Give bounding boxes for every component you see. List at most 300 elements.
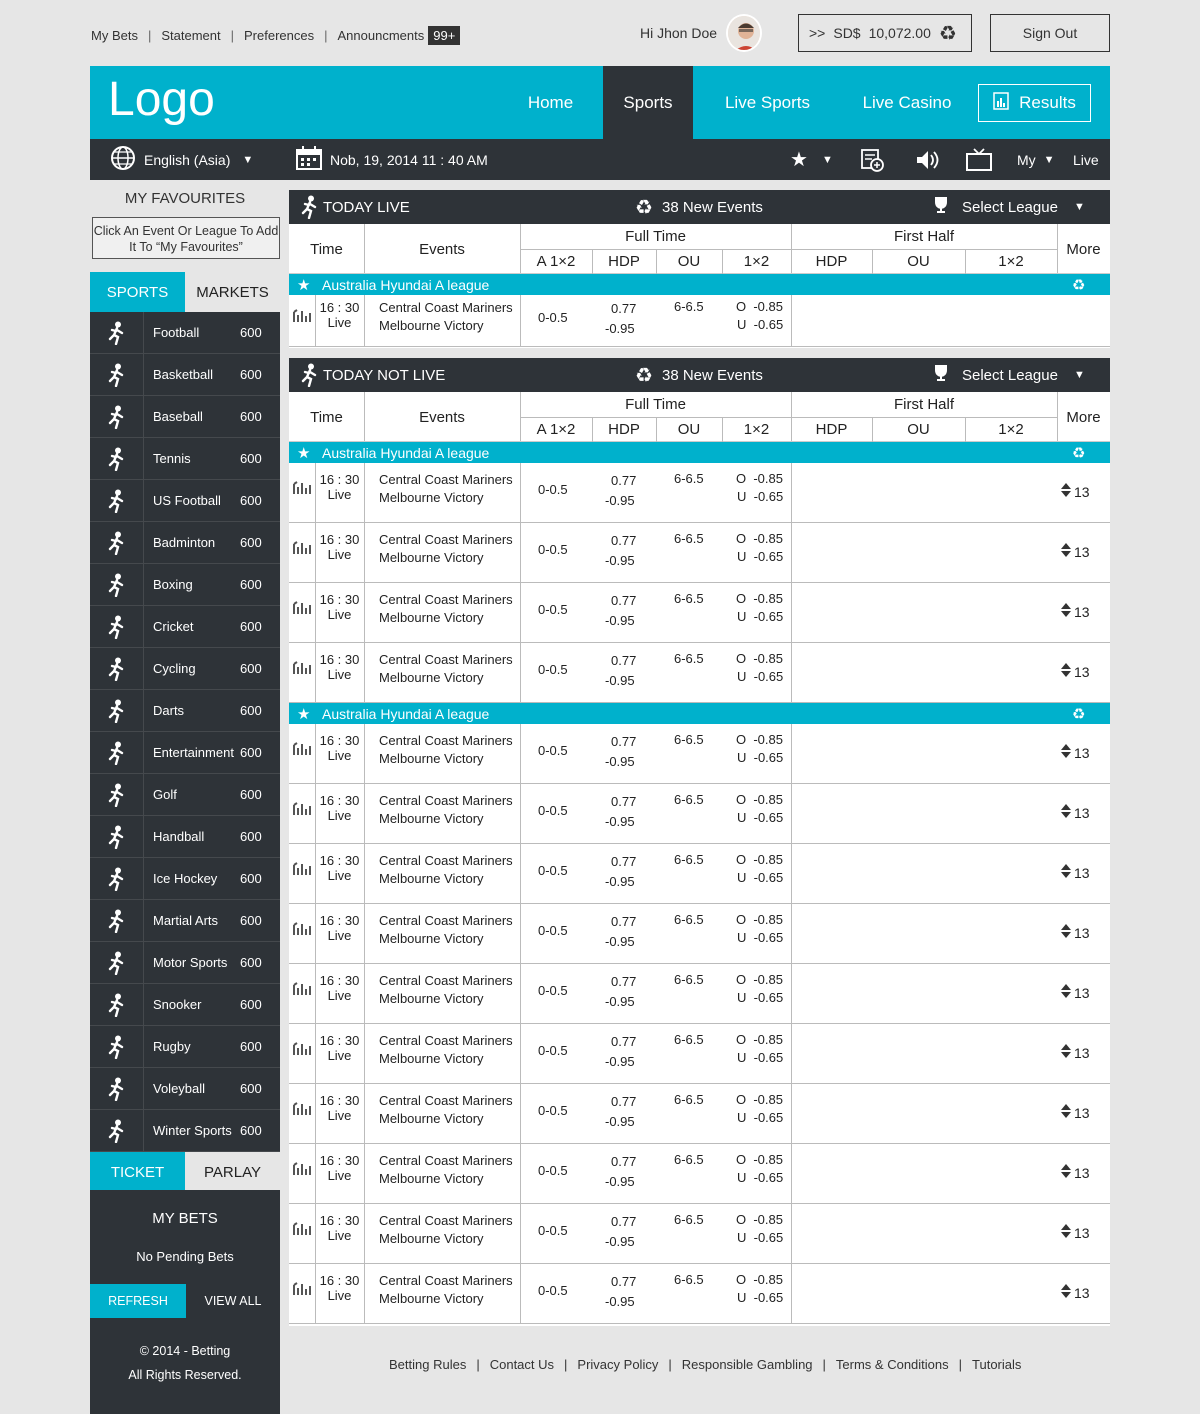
over-odds[interactable]: O -0.85 [736, 1032, 783, 1047]
match-row[interactable] [289, 1204, 1110, 1264]
more-markets[interactable] [1061, 1224, 1090, 1241]
stats-icon[interactable] [293, 1220, 311, 1239]
a12-odds[interactable]: 0-0.5 [538, 310, 568, 325]
a12-odds[interactable]: 0-0.5 [538, 743, 568, 758]
sidebar-item-handball[interactable] [90, 816, 280, 858]
footer-responsible-gambling[interactable]: Responsible Gambling [681, 1357, 813, 1372]
avatar[interactable] [726, 14, 762, 52]
sort-icon [1061, 864, 1071, 881]
over-odds[interactable]: O -0.85 [736, 1272, 783, 1287]
over-odds[interactable]: O -0.85 [736, 651, 783, 666]
hdp-odds-bottom[interactable]: -0.95 [605, 874, 635, 889]
hdp-odds-top[interactable]: 0.77 [611, 1274, 637, 1289]
sidebar-item-cricket[interactable] [90, 606, 280, 648]
under-odds[interactable]: U -0.65 [737, 870, 784, 885]
match-status: Live [327, 315, 352, 330]
statement-link[interactable]: Statement [161, 28, 221, 43]
footer-terms[interactable]: Terms & Conditions [835, 1357, 949, 1372]
col-full-time: Full Time [625, 228, 686, 245]
sort-icon [1061, 1284, 1071, 1301]
ou-line[interactable]: 6-6.5 [674, 471, 704, 486]
stats-icon[interactable] [293, 307, 311, 326]
a12-odds[interactable]: 0-0.5 [538, 1163, 568, 1178]
ou-line[interactable]: 6-6.5 [674, 852, 704, 867]
match-row[interactable] [289, 463, 1110, 523]
match-time-cell [315, 1273, 364, 1303]
sidebar-item-basketball[interactable] [90, 354, 280, 396]
sport-name: Football [153, 325, 200, 340]
a12-odds[interactable]: 0-0.5 [538, 803, 568, 818]
more-markets[interactable] [1061, 483, 1090, 500]
more-count: 13 [1074, 924, 1090, 941]
sport-name: Baseball [153, 409, 203, 424]
col-fh-12: 1×2 [998, 253, 1024, 270]
more-markets[interactable] [1061, 1104, 1090, 1121]
live-link[interactable]: Live [1073, 151, 1099, 168]
column-header [289, 392, 1110, 442]
match-time-cell [315, 300, 364, 330]
ou-line[interactable]: 6-6.5 [674, 591, 704, 606]
match-row[interactable] [289, 583, 1110, 643]
teams-cell[interactable] [379, 651, 513, 687]
sidebar-item-boxing[interactable] [90, 564, 280, 606]
over-odds[interactable]: O -0.85 [736, 1092, 783, 1107]
match-status: Live [327, 547, 352, 562]
select-league[interactable]: Select League [962, 366, 1058, 384]
hdp-odds-bottom[interactable]: -0.95 [605, 1174, 635, 1189]
sidebar-item-rugby[interactable] [90, 1026, 280, 1068]
favourites-dropdown[interactable] [790, 139, 833, 180]
hdp-odds-bottom[interactable]: -0.95 [605, 1234, 635, 1249]
match-row[interactable] [289, 784, 1110, 844]
my-dropdown[interactable] [1017, 139, 1055, 180]
hdp-odds-top[interactable]: 0.77 [611, 593, 637, 608]
teams-cell[interactable] [379, 531, 513, 567]
league-name: Australia Hyundai A league [322, 444, 490, 461]
teams-cell[interactable] [379, 852, 513, 888]
sidebar-item-ice-hockey[interactable] [90, 858, 280, 900]
match-row[interactable] [289, 904, 1110, 964]
sidebar-item-cycling[interactable] [90, 648, 280, 690]
nav-live-sports[interactable]: Live Sports [724, 92, 811, 112]
under-odds[interactable]: U -0.65 [737, 990, 784, 1005]
nav-home[interactable]: Home [527, 92, 574, 112]
sport-count: 600 [240, 997, 262, 1012]
us-football-icon [90, 480, 144, 522]
hdp-odds-top[interactable]: 0.77 [611, 1094, 637, 1109]
under-odds[interactable]: U -0.65 [737, 1110, 784, 1125]
sidebar-item-us-football[interactable] [90, 480, 280, 522]
a12-odds[interactable]: 0-0.5 [538, 1103, 568, 1118]
col-a12: A 1×2 [536, 253, 576, 270]
teams-cell[interactable] [379, 972, 513, 1008]
sidebar-item-motor-sports[interactable] [90, 942, 280, 984]
tab-sports[interactable]: SPORTS [90, 272, 185, 312]
league-row[interactable] [289, 442, 1110, 463]
league-row[interactable] [289, 703, 1110, 724]
more-markets[interactable] [1061, 663, 1090, 680]
hdp-odds-top[interactable]: 0.77 [611, 914, 637, 929]
ou-line[interactable]: 6-6.5 [674, 1272, 704, 1287]
logo[interactable]: Logo [108, 73, 215, 126]
sidebar-item-volleyball[interactable] [90, 1068, 280, 1110]
hdp-odds-bottom[interactable]: -0.95 [605, 553, 635, 568]
under-odds[interactable]: U -0.65 [737, 549, 784, 564]
over-odds[interactable]: O -0.85 [736, 1152, 783, 1167]
home-team: Central Coast Mariners [379, 1033, 513, 1048]
star-icon[interactable]: ★ [297, 276, 311, 294]
stats-icon[interactable] [293, 1040, 311, 1059]
hdp-odds-top[interactable]: 0.77 [611, 473, 637, 488]
more-count: 13 [1074, 1224, 1090, 1241]
sports-list [90, 312, 280, 1152]
more-markets[interactable] [1061, 1164, 1090, 1181]
ou-line[interactable]: 6-6.5 [674, 1092, 704, 1107]
under-odds[interactable]: U -0.65 [737, 1290, 784, 1305]
refresh-button[interactable]: REFRESH [90, 1284, 186, 1318]
refresh-icon[interactable]: ♻ [1072, 444, 1086, 462]
a12-odds[interactable]: 0-0.5 [538, 1223, 568, 1238]
home-team: Central Coast Mariners [379, 472, 513, 487]
hdp-odds-bottom[interactable]: -0.95 [605, 493, 635, 508]
a12-odds[interactable]: 0-0.5 [538, 1043, 568, 1058]
stats-icon[interactable] [293, 659, 311, 678]
away-team: Melbourne Victory [379, 550, 484, 565]
a12-odds[interactable]: 0-0.5 [538, 662, 568, 677]
star-icon[interactable]: ★ [297, 444, 311, 462]
teams-cell[interactable] [379, 792, 513, 828]
ou-line[interactable]: 6-6.5 [674, 299, 704, 314]
sport-name: Cycling [153, 661, 196, 676]
announcement-badge: 99+ [428, 26, 460, 45]
stats-icon[interactable] [293, 1100, 311, 1119]
tab-parlay[interactable]: PARLAY [185, 1152, 280, 1192]
ou-line[interactable]: 6-6.5 [674, 1032, 704, 1047]
sort-icon [1061, 804, 1071, 821]
hdp-odds-top[interactable]: 0.77 [611, 653, 637, 668]
ou-line[interactable]: 6-6.5 [674, 972, 704, 987]
hdp-odds-top[interactable]: 0.77 [611, 1214, 637, 1229]
hdp-odds-bottom[interactable]: -0.95 [605, 994, 635, 1009]
match-time: 16 : 30 [319, 532, 360, 547]
hdp-odds-top[interactable]: 0.77 [611, 854, 637, 869]
hdp-odds-top[interactable]: 0.77 [611, 734, 637, 749]
new-events[interactable]: 38 New Events [662, 366, 763, 384]
col-ft-ou: OU [677, 421, 701, 438]
footer-privacy-policy[interactable]: Privacy Policy [577, 1357, 659, 1372]
nav-sports[interactable]: Sports [603, 66, 693, 139]
stats-icon[interactable] [293, 740, 311, 759]
under-odds[interactable]: U -0.65 [737, 1170, 784, 1185]
col-events: Events [419, 240, 465, 258]
my-bets-link[interactable]: My Bets [91, 28, 138, 43]
hdp-odds-bottom[interactable]: -0.95 [605, 1294, 635, 1309]
refresh-icon[interactable]: ♻ [1072, 705, 1086, 723]
select-league[interactable]: Select League [962, 198, 1058, 216]
new-events[interactable]: 38 New Events [662, 198, 763, 216]
nav-live-casino[interactable]: Live Casino [862, 92, 952, 112]
ou-line[interactable]: 6-6.5 [674, 1152, 704, 1167]
hdp-odds-top[interactable]: 0.77 [611, 1154, 637, 1169]
teams-cell[interactable] [379, 471, 513, 507]
more-markets[interactable] [1061, 804, 1090, 821]
rugby-icon [90, 1026, 144, 1068]
hdp-odds-bottom[interactable]: -0.95 [605, 673, 635, 688]
footer-betting-rules[interactable]: Betting Rules [389, 1357, 467, 1372]
match-time: 16 : 30 [319, 592, 360, 607]
ou-line[interactable]: 6-6.5 [674, 531, 704, 546]
a12-odds[interactable]: 0-0.5 [538, 863, 568, 878]
league-row[interactable] [289, 274, 1110, 295]
sidebar-item-golf[interactable] [90, 774, 280, 816]
over-odds[interactable]: O -0.85 [736, 591, 783, 606]
hdp-odds-top[interactable]: 0.77 [611, 301, 637, 316]
announcements-link[interactable]: Announcments [337, 28, 425, 43]
sport-count: 600 [240, 703, 262, 718]
hdp-odds-bottom[interactable]: -0.95 [605, 613, 635, 628]
sidebar-item-football[interactable] [90, 312, 280, 354]
under-odds[interactable]: U -0.65 [737, 317, 784, 332]
ou-line[interactable]: 6-6.5 [674, 732, 704, 747]
cycling-icon [90, 648, 144, 690]
under-odds[interactable]: U -0.65 [737, 609, 784, 624]
over-odds[interactable]: O -0.85 [736, 531, 783, 546]
a12-odds[interactable]: 0-0.5 [538, 1283, 568, 1298]
hdp-odds-top[interactable]: 0.77 [611, 974, 637, 989]
sport-name: Motor Sports [153, 955, 228, 970]
match-time-cell [315, 472, 364, 502]
away-team: Melbourne Victory [379, 610, 484, 625]
datetime [296, 139, 488, 180]
match-row[interactable] [289, 643, 1110, 703]
teams-cell[interactable] [379, 1032, 513, 1068]
hdp-odds-bottom[interactable]: -0.95 [605, 814, 635, 829]
chevron-down-icon: ▼ [242, 153, 254, 166]
sidebar-item-winter-sports[interactable] [90, 1110, 280, 1152]
hdp-odds-top[interactable]: 0.77 [611, 1034, 637, 1049]
recycle-icon: ♻ [635, 364, 653, 387]
more-markets[interactable] [1061, 924, 1090, 941]
ou-line[interactable]: 6-6.5 [674, 1212, 704, 1227]
football-icon [90, 312, 144, 354]
col-full-time: Full Time [625, 396, 686, 413]
view-all-button[interactable]: VIEW ALL [204, 1294, 262, 1308]
stats-icon[interactable] [293, 920, 311, 939]
a12-odds[interactable]: 0-0.5 [538, 542, 568, 557]
sidebar-item-tennis[interactable] [90, 438, 280, 480]
away-team: Melbourne Victory [379, 871, 484, 886]
under-odds[interactable]: U -0.65 [737, 810, 784, 825]
sport-count: 600 [240, 409, 262, 424]
teams-cell[interactable] [379, 1272, 513, 1308]
sidebar-item-badminton[interactable] [90, 522, 280, 564]
hdp-odds-top[interactable]: 0.77 [611, 794, 637, 809]
match-status: Live [327, 487, 352, 502]
sidebar-item-baseball[interactable] [90, 396, 280, 438]
snooker-icon [90, 984, 144, 1026]
under-odds[interactable]: U -0.65 [737, 930, 784, 945]
volume-icon[interactable] [915, 139, 939, 180]
language-select[interactable] [110, 139, 253, 180]
tab-markets[interactable]: MARKETS [185, 272, 280, 312]
a12-odds[interactable]: 0-0.5 [538, 983, 568, 998]
runner-icon [299, 195, 321, 223]
teams-cell[interactable] [379, 1212, 513, 1248]
stats-icon[interactable] [293, 1160, 311, 1179]
stats-icon[interactable] [293, 860, 311, 879]
sidebar-item-entertainment[interactable] [90, 732, 280, 774]
a12-odds[interactable]: 0-0.5 [538, 923, 568, 938]
home-team: Central Coast Mariners [379, 1273, 513, 1288]
sidebar-item-snooker[interactable] [90, 984, 280, 1026]
stats-icon[interactable] [293, 1280, 311, 1299]
under-odds[interactable]: U -0.65 [737, 750, 784, 765]
hdp-odds-top[interactable]: 0.77 [611, 533, 637, 548]
under-odds[interactable]: U -0.65 [737, 489, 784, 504]
home-team: Central Coast Mariners [379, 1093, 513, 1108]
sidebar-item-darts[interactable] [90, 690, 280, 732]
match-status: Live [327, 1288, 352, 1303]
a12-odds[interactable]: 0-0.5 [538, 602, 568, 617]
match-row[interactable] [289, 1084, 1110, 1144]
footer-tutorials[interactable]: Tutorials [972, 1357, 1022, 1372]
col-a12: A 1×2 [536, 421, 576, 438]
teams-cell[interactable] [379, 299, 513, 335]
teams-cell[interactable] [379, 591, 513, 627]
chevron-down-icon: ▼ [1074, 369, 1085, 381]
match-row[interactable] [289, 295, 1110, 347]
footer-contact-us[interactable]: Contact Us [489, 1357, 555, 1372]
golf-icon [90, 774, 144, 816]
over-odds[interactable]: O -0.85 [736, 732, 783, 747]
under-odds[interactable]: U -0.65 [737, 1230, 784, 1245]
more-markets[interactable] [1061, 984, 1090, 1001]
under-odds[interactable]: U -0.65 [737, 669, 784, 684]
over-odds[interactable]: O -0.85 [736, 1212, 783, 1227]
col-fh-ou: OU [907, 421, 930, 438]
over-odds[interactable]: O -0.85 [736, 972, 783, 987]
ou-line[interactable]: 6-6.5 [674, 912, 704, 927]
match-row[interactable] [289, 724, 1110, 784]
refresh-icon[interactable]: ♻ [1072, 276, 1086, 294]
match-time: 16 : 30 [319, 1213, 360, 1228]
entertainment-icon [90, 732, 144, 774]
match-status: Live [327, 1108, 352, 1123]
match-time: 16 : 30 [319, 793, 360, 808]
more-markets[interactable] [1061, 864, 1090, 881]
chevron-down-icon: ▼ [1074, 201, 1085, 213]
hdp-odds-bottom[interactable]: -0.95 [605, 1114, 635, 1129]
language-label: English (Asia) [144, 151, 231, 168]
over-odds[interactable]: O -0.85 [736, 912, 783, 927]
col-events: Events [419, 408, 465, 426]
stats-icon[interactable] [293, 479, 311, 498]
ou-line[interactable]: 6-6.5 [674, 651, 704, 666]
sidebar-item-martial-arts[interactable] [90, 900, 280, 942]
sort-icon [1061, 744, 1071, 761]
balance-prefix: >> [809, 25, 826, 41]
sign-out-button[interactable]: Sign Out [990, 14, 1110, 52]
under-odds[interactable]: U -0.65 [737, 1050, 784, 1065]
more-count: 13 [1074, 744, 1090, 761]
balance-currency: SD$ [833, 25, 861, 41]
more-markets[interactable] [1061, 1284, 1090, 1301]
over-odds[interactable]: O -0.85 [736, 852, 783, 867]
hdp-odds-bottom[interactable]: -0.95 [605, 1054, 635, 1069]
teams-cell[interactable] [379, 1092, 513, 1128]
more-markets[interactable] [1061, 543, 1090, 560]
ou-line[interactable]: 6-6.5 [674, 792, 704, 807]
no-pending-bets: No Pending Bets [136, 1249, 234, 1264]
teams-cell[interactable] [379, 912, 513, 948]
more-markets[interactable] [1061, 744, 1090, 761]
match-row[interactable] [289, 964, 1110, 1024]
sort-icon [1061, 1044, 1071, 1061]
home-team: Central Coast Mariners [379, 532, 513, 547]
sport-name: Martial Arts [153, 913, 219, 928]
sport-count: 600 [240, 619, 262, 634]
section-title: TODAY NOT LIVE [323, 366, 446, 384]
refresh-balance-icon[interactable]: ♻ [938, 22, 957, 45]
results-icon [993, 92, 1009, 115]
over-odds[interactable]: O -0.85 [736, 471, 783, 486]
match-time-cell [315, 793, 364, 823]
match-row[interactable] [289, 523, 1110, 583]
my-bets-panel [90, 1190, 280, 1414]
nav-results[interactable] [978, 84, 1091, 122]
match-time: 16 : 30 [319, 913, 360, 928]
match-row[interactable] [289, 1024, 1110, 1084]
star-icon[interactable]: ★ [297, 705, 311, 723]
match-row[interactable] [289, 844, 1110, 904]
a12-odds[interactable]: 0-0.5 [538, 482, 568, 497]
match-time: 16 : 30 [319, 853, 360, 868]
sport-name: Ice Hockey [153, 871, 218, 886]
more-count: 13 [1074, 984, 1090, 1001]
over-odds[interactable]: O -0.85 [736, 792, 783, 807]
more-markets[interactable] [1061, 603, 1090, 620]
home-team: Central Coast Mariners [379, 853, 513, 868]
teams-cell[interactable] [379, 1152, 513, 1188]
hdp-odds-bottom[interactable]: -0.95 [605, 934, 635, 949]
preferences-link[interactable]: Preferences [244, 28, 315, 43]
match-status: Live [327, 607, 352, 622]
bet-slip-add-icon[interactable] [860, 139, 884, 180]
tv-icon[interactable] [966, 139, 992, 180]
calendar-icon [296, 146, 322, 173]
section-header [289, 190, 1110, 224]
hdp-odds-bottom[interactable]: -0.95 [605, 321, 635, 336]
match-time-cell [315, 652, 364, 682]
match-row[interactable] [289, 1144, 1110, 1204]
over-odds[interactable]: O -0.85 [736, 299, 783, 314]
hdp-odds-bottom[interactable]: -0.95 [605, 754, 635, 769]
more-markets[interactable] [1061, 1044, 1090, 1061]
match-time-cell [315, 532, 364, 562]
home-team: Central Coast Mariners [379, 733, 513, 748]
trophy-icon [933, 196, 949, 218]
teams-cell[interactable] [379, 732, 513, 768]
stats-icon[interactable] [293, 800, 311, 819]
stats-icon[interactable] [293, 980, 311, 999]
sort-icon [1061, 1164, 1071, 1181]
tab-ticket[interactable]: TICKET [90, 1152, 185, 1192]
match-row[interactable] [289, 1264, 1110, 1324]
stats-icon[interactable] [293, 599, 311, 618]
stats-icon[interactable] [293, 539, 311, 558]
sport-count: 600 [240, 871, 262, 886]
basketball-icon [90, 354, 144, 396]
